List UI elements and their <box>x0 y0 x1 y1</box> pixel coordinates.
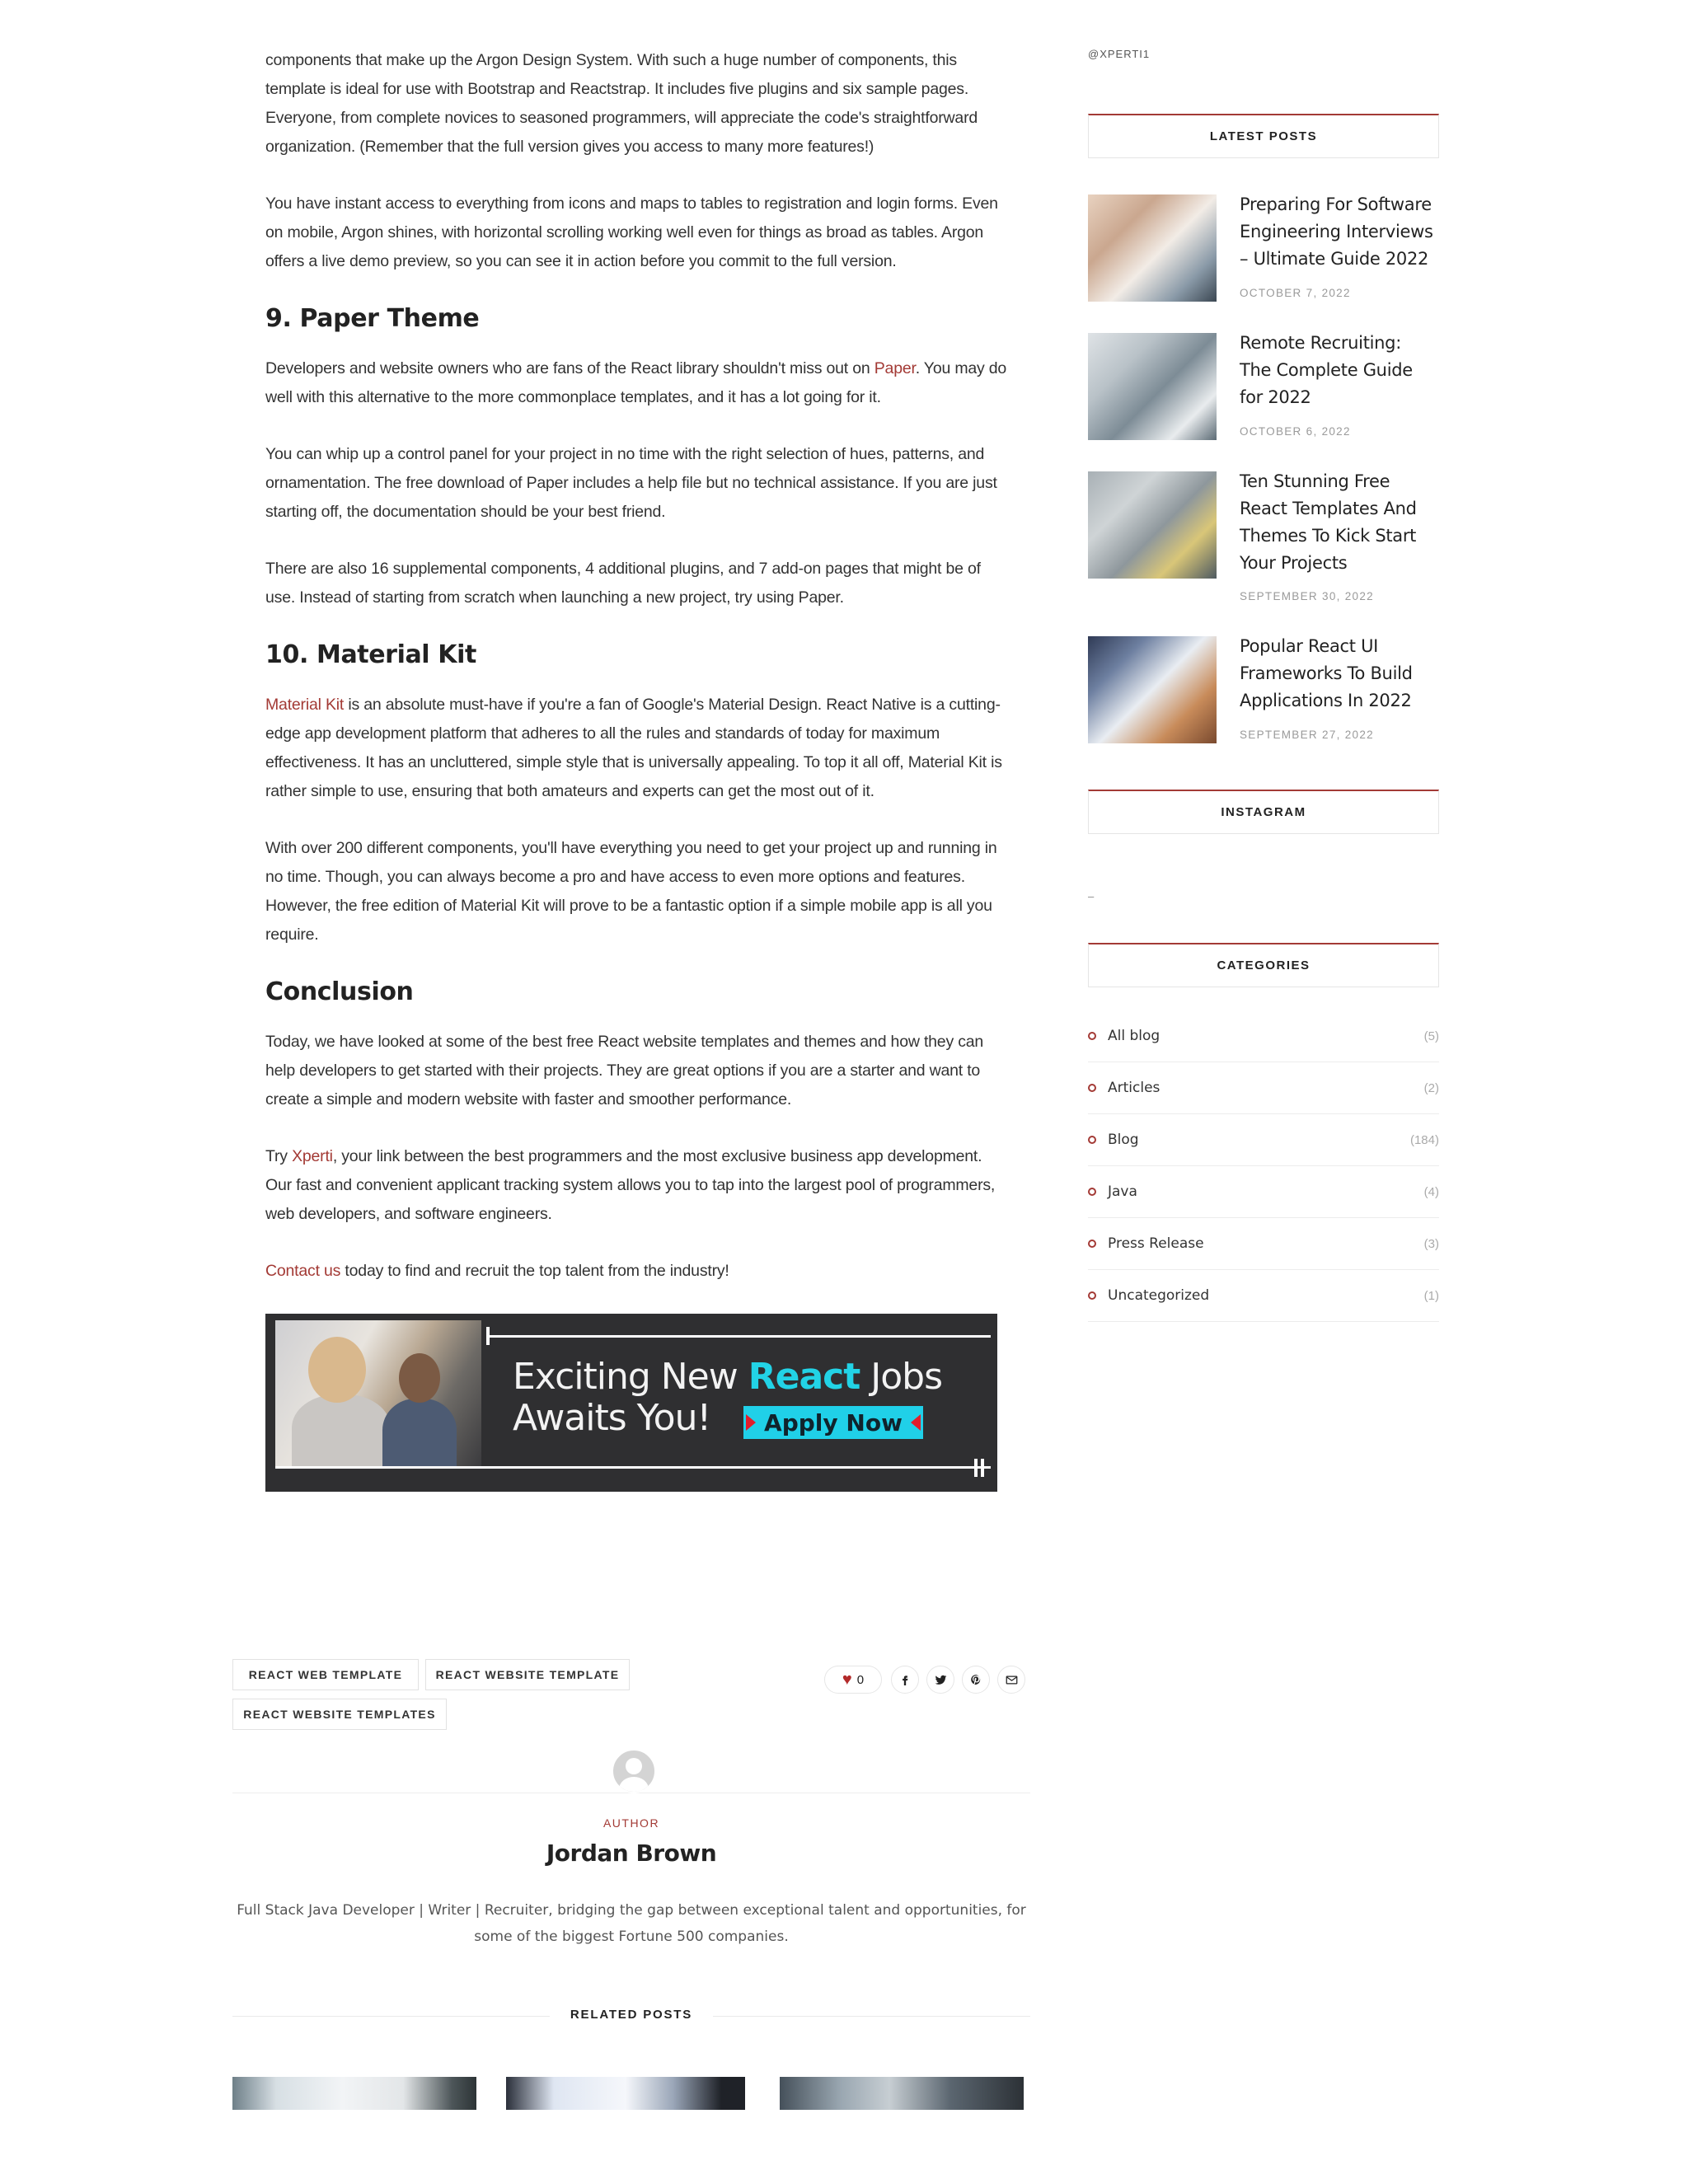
bullet-icon <box>1088 1084 1096 1092</box>
latest-post-title[interactable]: Remote Recruiting: The Complete Guide for 2022 <box>1240 333 1413 407</box>
instagram-handle[interactable]: @XPERTI1 <box>1088 48 1151 60</box>
paragraph: With over 200 different components, you'll have everything you need to get your project up and running in no time. Though, you can always become a pro and have access to even more options and features. However, the free edition of Material Kit will prove to be a fantastic option if a simple mobile app is all you require. <box>265 839 997 944</box>
bullet-icon <box>1088 1240 1096 1248</box>
paragraph: Today, we have looked at some of the best free React website templates and themes and how they can help developers to get started with their projects. They are great options if you are a starter and want to create a simple and modern website with faster and smoother performance. <box>265 1033 984 1108</box>
category-count: (5) <box>1423 1029 1439 1043</box>
latest-posts-header: LATEST POSTS <box>1088 114 1439 158</box>
category-item-blog[interactable] <box>1088 1114 1439 1166</box>
react-jobs-banner[interactable] <box>265 1314 997 1492</box>
category-name: Articles <box>1108 1080 1160 1096</box>
facebook-icon <box>899 1674 911 1685</box>
material-kit-link[interactable]: Material Kit <box>265 696 345 714</box>
paragraph: components that make up the Argon Design System. With such a huge number of components, this template is ideal for use with Bootstrap and Reactstrap. It includes five plugins and six sample pages. Everyone, from complete novices to seasoned programmers, will appreciate the code's straightforward organization. (Remember that the full version gives you access to many more features!) <box>265 51 978 156</box>
text: is an absolute must-have if you're a fan of Google's Material Design. React Native is a cutting-edge app development platform that adheres to all the rules and standards of today for maximum effectiveness. It has an uncluttered, simple style that is universally appealing. To top it all off, Material Kit is rather simple to use, ensuring that both amateurs and experts can get the most out of it. <box>265 696 1002 800</box>
banner-decor-line <box>486 1335 991 1338</box>
paragraph <box>265 691 1011 806</box>
apply-now-label: Apply Now <box>764 1408 903 1436</box>
contact-us-link[interactable]: Contact us <box>265 1262 341 1280</box>
categories-header: CATEGORIES <box>1088 943 1439 987</box>
twitter-icon <box>935 1674 947 1686</box>
text: Exciting New <box>513 1356 748 1398</box>
xperti-link[interactable]: Xperti <box>292 1147 333 1165</box>
text: . You may do well with this alternative to the more commonplace templates, and it has a lot going for it. <box>265 359 1007 406</box>
latest-post-title[interactable]: Popular React UI Frameworks To Build Applications In 2022 <box>1240 636 1413 710</box>
section-heading-material-kit: 10. Material Kit <box>265 640 476 669</box>
related-posts-title: RELATED POSTS <box>570 2008 693 2022</box>
latest-post-thumbnail[interactable] <box>1088 194 1217 302</box>
paragraph: You have instant access to everything from icons and maps to tables to registration and login forms. Even on mobile, Argon shines, with horizontal scrolling working well even for things as broad as tables. Argon offers a live demo preview, so you can see it in action before you commit to the full version. <box>265 194 998 270</box>
category-name: Press Release <box>1108 1235 1204 1252</box>
text: Awaits You! <box>513 1397 711 1439</box>
category-item-articles[interactable] <box>1088 1062 1439 1114</box>
tag-react-website-template[interactable]: REACT WEBSITE TEMPLATE <box>425 1659 630 1690</box>
apply-now-button[interactable] <box>743 1406 923 1439</box>
text: today to find and recruit the top talent from the industry! <box>340 1262 729 1280</box>
author-avatar[interactable] <box>612 1749 656 1793</box>
play-left-icon <box>911 1414 921 1431</box>
related-post-thumbnail[interactable] <box>232 2077 476 2110</box>
share-pinterest-button[interactable] <box>962 1666 990 1694</box>
tag-react-web-template[interactable]: REACT WEB TEMPLATE <box>232 1659 419 1690</box>
section-heading-paper: 9. Paper Theme <box>265 304 480 333</box>
pinterest-icon <box>970 1674 982 1685</box>
category-count: (3) <box>1423 1236 1439 1251</box>
share-email-button[interactable] <box>997 1666 1025 1694</box>
play-right-icon <box>746 1414 756 1431</box>
latest-post-title[interactable]: Preparing For Software Engineering Interviews – Ultimate Guide 2022 <box>1240 194 1433 269</box>
paragraph: You can whip up a control panel for your project in no time with the right selection of hues, patterns, and ornamentation. The free download of Paper includes a help file but no technical assistance. If you are just starting off, the documentation should be your best friend. <box>265 445 997 521</box>
related-post-thumbnail[interactable] <box>780 2077 1024 2110</box>
category-item-all-blog[interactable] <box>1088 1010 1439 1062</box>
banner-decor-tick <box>974 1459 978 1477</box>
paragraph <box>265 1257 1011 1286</box>
latest-post-thumbnail[interactable] <box>1088 471 1217 579</box>
text-accent: React <box>748 1356 860 1398</box>
paper-link[interactable]: Paper <box>874 359 916 377</box>
latest-post-thumbnail[interactable] <box>1088 333 1217 440</box>
latest-post-date: SEPTEMBER 27, 2022 <box>1240 729 1374 741</box>
category-count: (2) <box>1423 1080 1439 1095</box>
latest-post-title[interactable]: Ten Stunning Free React Templates And Themes To Kick Start Your Projects <box>1240 471 1417 573</box>
related-divider <box>713 2016 1030 2017</box>
bullet-icon <box>1088 1136 1096 1144</box>
banner-decor-tick <box>981 1459 984 1477</box>
category-name: All blog <box>1108 1028 1160 1044</box>
paragraph: There are also 16 supplemental components, 4 additional plugins, and 7 add-on pages that might be of use. Instead of starting from scratch when launching a new project, try using Paper. <box>265 560 981 607</box>
bullet-icon <box>1088 1032 1096 1040</box>
email-icon <box>1006 1674 1018 1686</box>
category-name: Blog <box>1108 1132 1139 1148</box>
related-post-thumbnail[interactable] <box>506 2077 745 2110</box>
latest-post-date: SEPTEMBER 30, 2022 <box>1240 590 1374 602</box>
banner-decor-tick <box>486 1327 490 1345</box>
instagram-feed-placeholder: – <box>1088 890 1095 902</box>
category-count: (184) <box>1409 1132 1439 1147</box>
instagram-header: INSTAGRAM <box>1088 790 1439 834</box>
bullet-icon <box>1088 1291 1096 1300</box>
category-name: Java <box>1108 1183 1137 1200</box>
share-facebook-button[interactable] <box>891 1666 919 1694</box>
banner-team-photo <box>275 1320 481 1467</box>
paragraph <box>265 354 1011 412</box>
author-bio: Full Stack Java Developer | Writer | Recruiter, bridging the gap between exceptional talent and opportunities, for some of the biggest Fortune 500 companies. <box>237 1902 1026 1945</box>
category-item-uncategorized[interactable] <box>1088 1270 1439 1322</box>
author-name[interactable]: Jordan Brown <box>546 1840 717 1867</box>
text: Jobs <box>860 1356 942 1398</box>
category-item-press-release[interactable] <box>1088 1218 1439 1270</box>
text: Developers and website owners who are fans of the React library shouldn't miss out on <box>265 359 874 377</box>
share-twitter-button[interactable] <box>926 1666 954 1694</box>
section-heading-conclusion: Conclusion <box>265 977 414 1006</box>
banner-decor-line <box>275 1466 991 1469</box>
latest-post-date: OCTOBER 6, 2022 <box>1240 425 1351 438</box>
heart-icon: ♥ <box>842 1670 852 1689</box>
author-label: AUTHOR <box>603 1816 660 1830</box>
tag-react-website-templates[interactable]: REACT WEBSITE TEMPLATES <box>232 1699 447 1730</box>
article-body <box>265 46 1011 1492</box>
like-button[interactable] <box>824 1666 882 1694</box>
category-name: Uncategorized <box>1108 1287 1210 1304</box>
latest-post-thumbnail[interactable] <box>1088 636 1217 743</box>
paragraph <box>265 1142 1011 1229</box>
like-count: 0 <box>856 1672 865 1687</box>
text: Try <box>265 1147 293 1165</box>
category-item-java[interactable] <box>1088 1166 1439 1218</box>
bullet-icon <box>1088 1188 1096 1196</box>
category-count: (4) <box>1423 1184 1439 1199</box>
latest-post-date: OCTOBER 7, 2022 <box>1240 287 1351 299</box>
category-count: (1) <box>1423 1288 1439 1303</box>
text: , your link between the best programmers and the most exclusive business app development. Our fast and convenient applicant tracking system allows you to tap into the largest pool of programmers, web developers, and software engineers. <box>265 1147 996 1223</box>
